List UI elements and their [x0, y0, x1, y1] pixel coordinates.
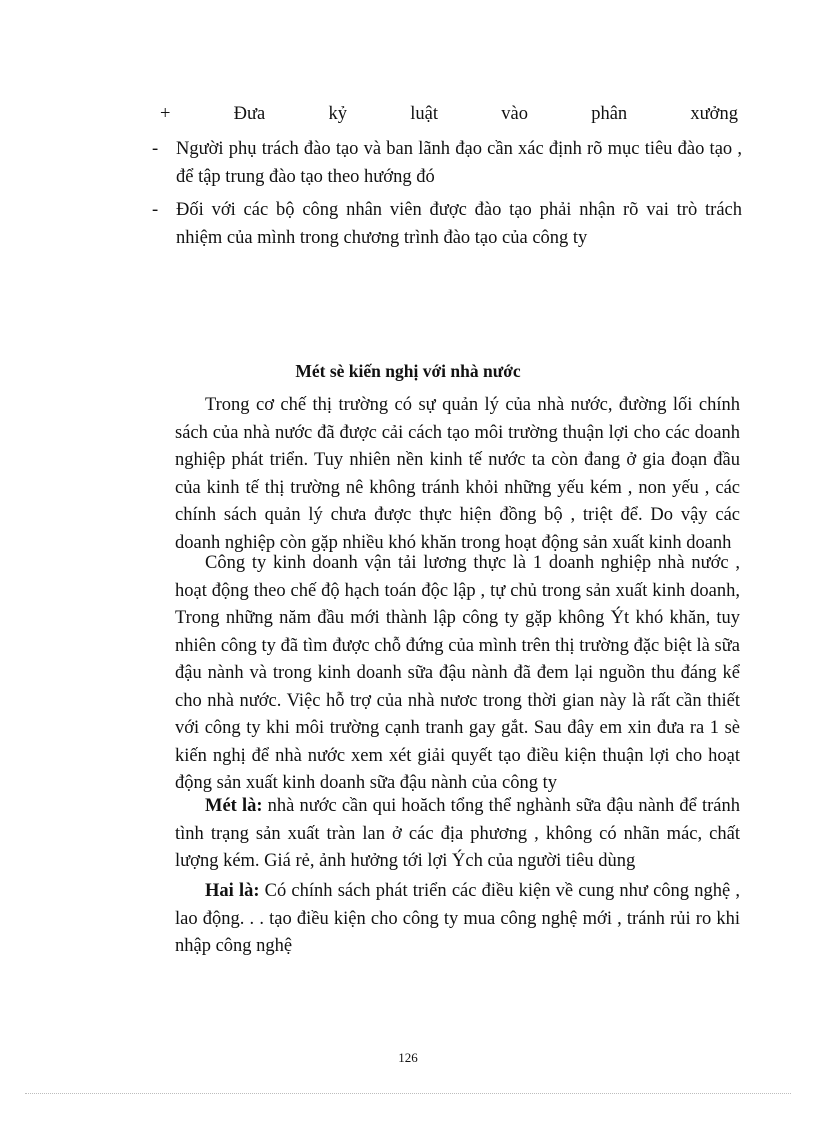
bullet-item-2 — [152, 196, 742, 252]
plus-item-line — [160, 100, 738, 128]
paragraph-4 — [175, 878, 740, 961]
page-number: 126 — [398, 1050, 418, 1065]
paragraph-text: nhà nước cần qui hoăch tổng thể nghành sữa đậu nành để tránh tình trạng sản xuất tràn lan ở các địa phương , không có nhãn mác, chất lượng kém. Giá rẻ, ảnh hưởng tới lợi Ých của người tiêu dùng — [175, 796, 740, 871]
plus-marker: + — [160, 104, 171, 124]
paragraph-2: Công ty kinh doanh vận tải lương thực là 1 doanh nghiệp nhà nước , hoạt động theo chế độ hạch toán độc lập , tự chủ trong sản xuất kinh doanh, Trong những năm đầu mới thành lập công ty gặp không Ýt khó khăn, tuy nhiên công ty đã tìm được chỗ đứng của mình trên thị trường đặc biệt là sữa đậu nành và trong kinh doanh sữa đậu nành đã đem lại nguồn thu đáng kể cho nhà nước. Việc hỗ trợ của nhà nươc trong thời gian này là rất cần thiết với công ty khi môi trường cạnh tranh gay gắt. Sau đây em xin đưa ra 1 sè kiến nghị để nhà nước xem xét giải quyết tạo điều kiện thuận lợi cho hoạt động sản xuất kinh doanh sữa đậu nành của công ty — [175, 553, 740, 793]
bullet-text: Đối với các bộ công nhân viên được đào tạo phải nhận rõ vai trò trách nhiệm của mình trong chương trình đào tạo của công ty — [176, 200, 742, 248]
word: xưởng — [690, 104, 738, 124]
paragraph-3 — [175, 793, 740, 876]
page-bottom-rule — [25, 1093, 791, 1094]
bullet-item-1 — [152, 135, 742, 191]
word: phân — [591, 104, 628, 124]
section-heading: Mét sè kiến nghị với nhà nước — [295, 361, 521, 381]
word: Đưa — [233, 104, 266, 124]
word: luật — [410, 104, 438, 124]
paragraph-1: Trong cơ chế thị trường có sự quản lý của nhà nước, đường lối chính sách của nhà nước đã được cải cách tạo môi trường thuận lợi cho các doanh nghiệp phát triển. Tuy nhiên nền kinh tế nước ta còn đang ở gia đoạn đầu của kinh tế thị trường nê không tránh khỏi những yếu kém , non yếu , các chính sách quản lý chưa được thực hiện đồng bộ , triệt để. Do vậy các doanh nghiệp còn gặp nhiều khó khăn trong hoạt động sản xuất kinh doanh — [175, 395, 740, 553]
dash-marker: - — [152, 139, 159, 159]
bullet-text: Người phụ trách đào tạo và ban lãnh đạo cần xác định rõ mục tiêu đào tạo , để tập trung đào tạo theo hướng đó — [176, 139, 742, 187]
word: vào — [501, 104, 528, 124]
dash-marker: - — [152, 200, 159, 220]
word: kỷ — [328, 104, 348, 124]
paragraph-label: Hai là: — [205, 881, 260, 901]
paragraph-text: Có chính sách phát triển các điều kiện về cung như công nghệ , lao động. . . tạo điều kiện cho công ty mua công nghệ mới , tránh rủi ro khi nhập công nghệ — [175, 881, 740, 956]
paragraph-label: Mét là: — [205, 796, 263, 816]
